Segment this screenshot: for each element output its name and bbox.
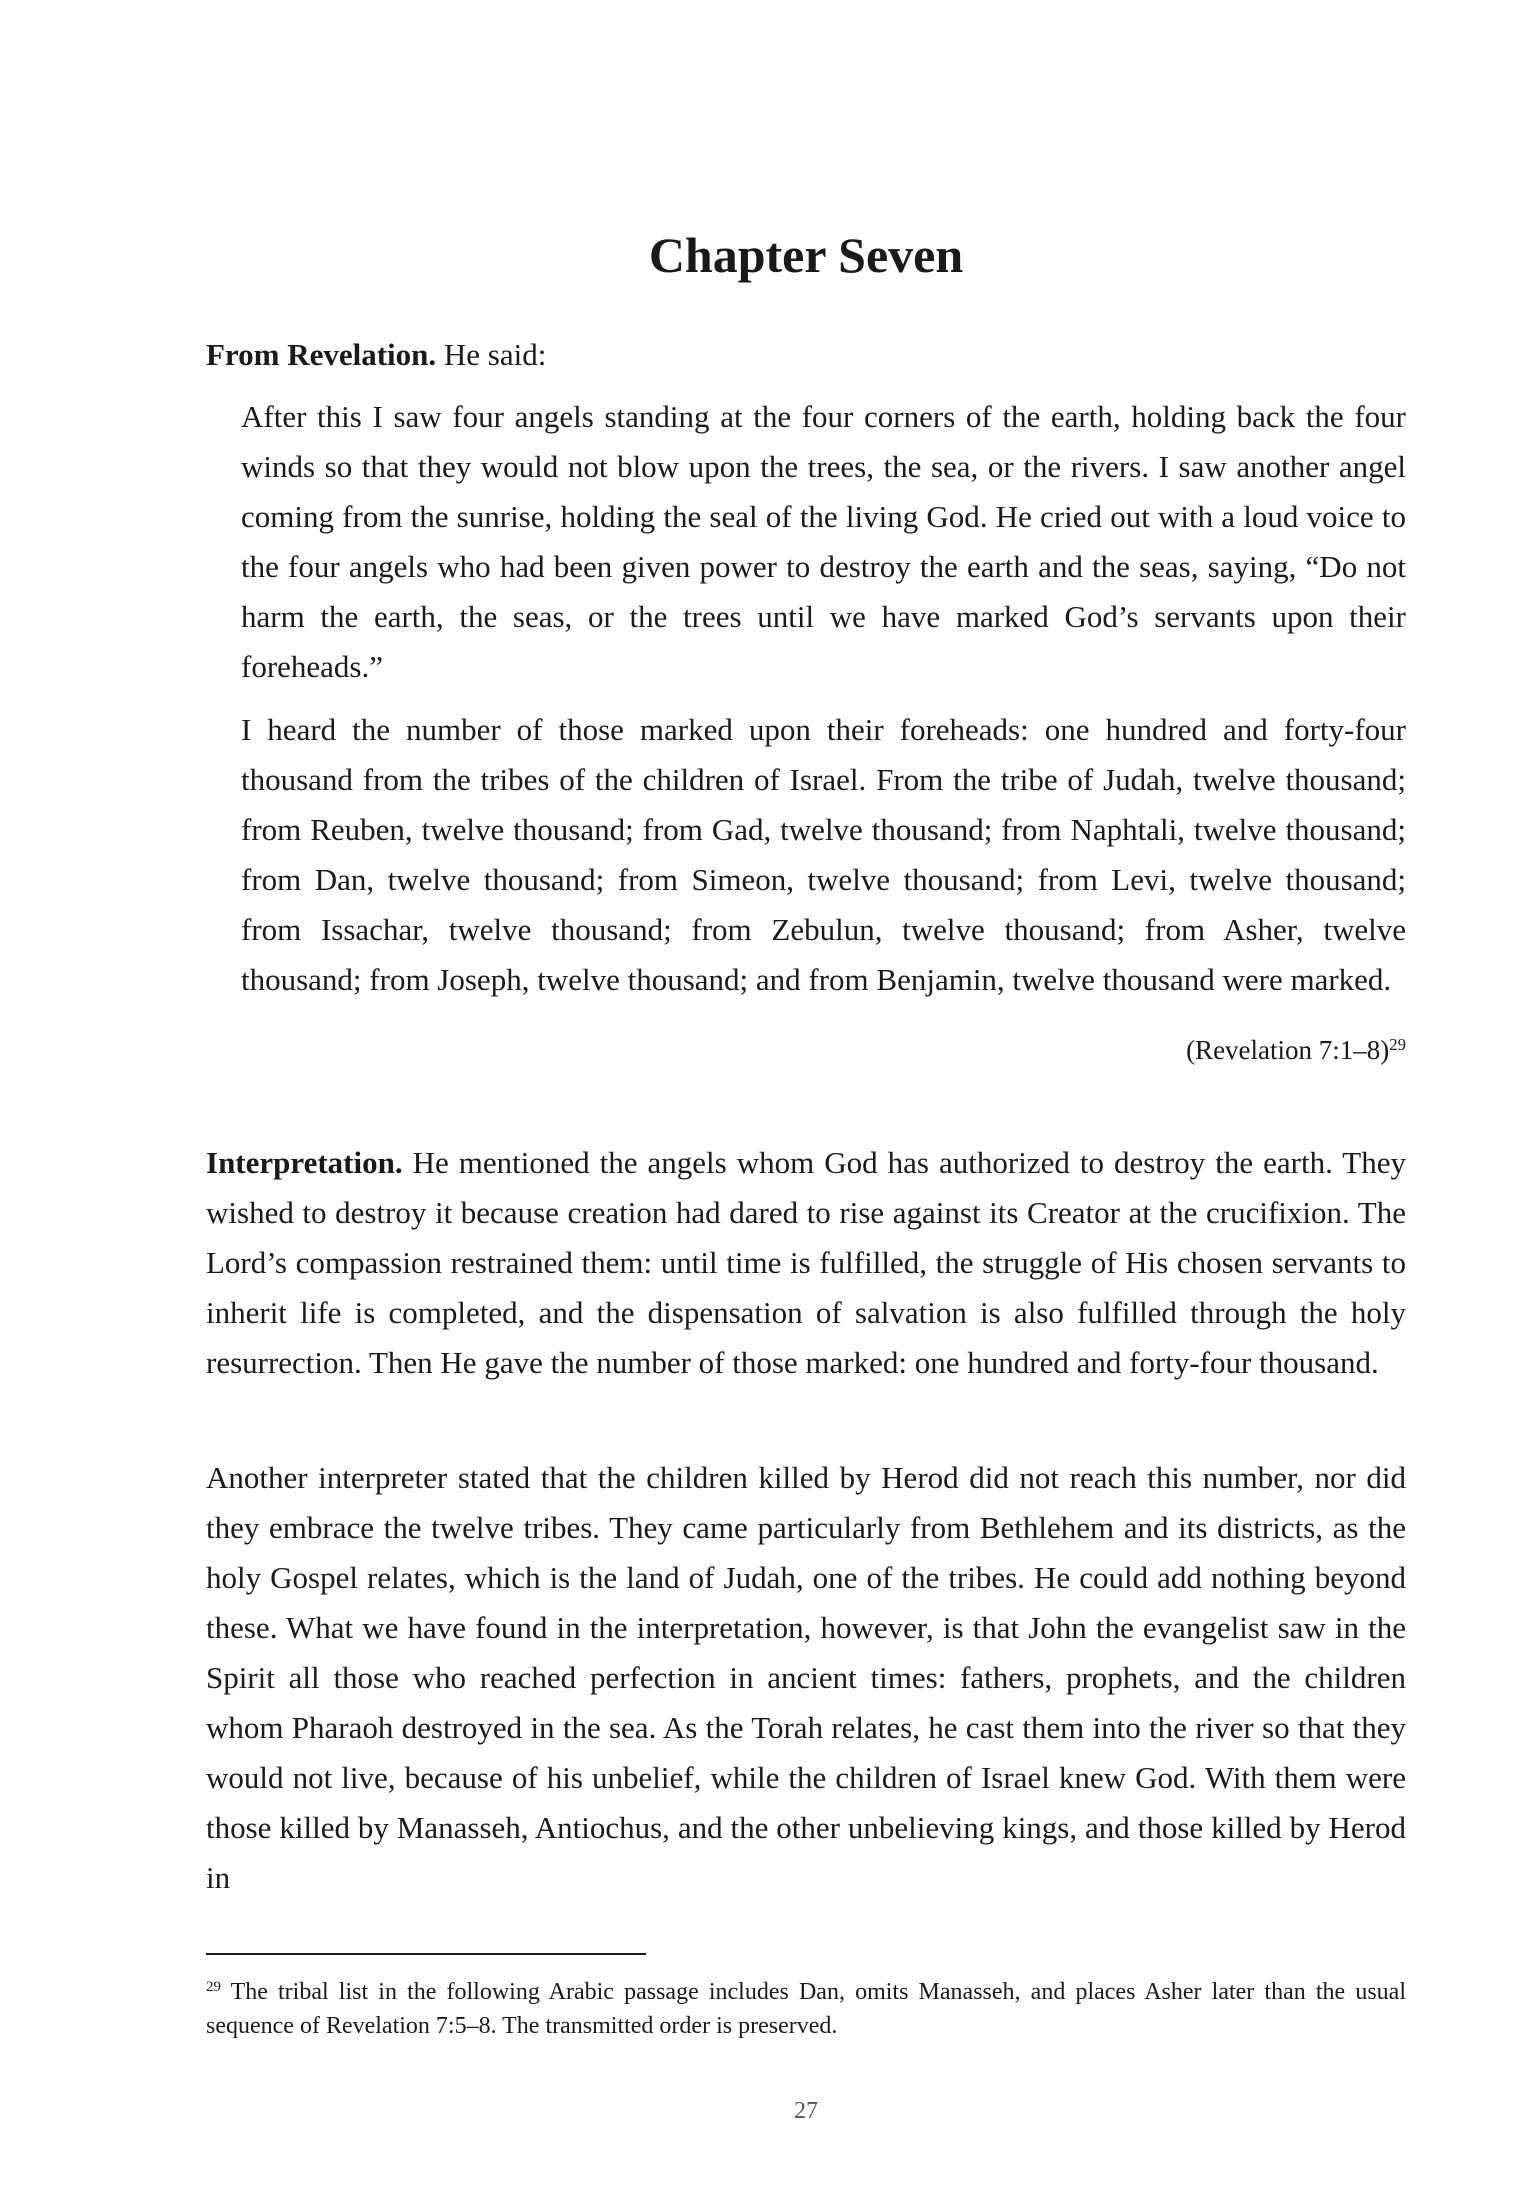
- page-number: 27: [794, 2098, 818, 2124]
- interpretation-text: He mentioned the angels whom God has authorized to destroy the earth. They wished to destroy it because creation had dared to rise against its Creator at the crucifixion. The Lord’s compassion restrained them: until time is fulfilled, the struggle of His chosen servants to inherit life is completed, and the dispensation of salvation is also fulfilled through the holy resurrection. Then He gave the number of those marked: one hundred and forty-four thousand.: [206, 1145, 1406, 1380]
- intro-lead: From Revelation.: [206, 337, 437, 372]
- footnote-text: The tribal list in the following Arabic passage includes Dan, omits Manasseh, and places Asher later than the usual sequence of Revelation 7:5–8. The transmitted order is preserved.: [206, 1979, 1406, 2039]
- citation: [1186, 1030, 1406, 1070]
- footnote-divider: [206, 1953, 646, 1955]
- intro-text: He said:: [436, 337, 547, 372]
- body-paragraph: Another interpreter stated that the children killed by Herod did not reach this number, nor did they embrace the twelve tribes. They came particularly from Bethlehem and its districts, as the holy Gospel relates, which is the land of Judah, one of the tribes. He could add nothing beyond these. What we have found in the interpretation, however, is that John the evangelist saw in the Spirit all those who reached perfection in ancient times: fathers, prophets, and the children whom Pharaoh destroyed in the sea. As the Torah relates, he cast them into the river so that they would not live, because of his unbelief, while the children of Israel knew God. With them were those killed by Manasseh, Antiochus, and the other unbelieving kings, and those killed by Herod in: [206, 1460, 1406, 1895]
- intro-paragraph: [206, 330, 1406, 380]
- interpretation-lead: Interpretation.: [206, 1145, 403, 1180]
- footnote-number: 29: [206, 1978, 221, 1995]
- interpretation-paragraph: [206, 1138, 1406, 1388]
- quote-paragraph-1: After this I saw four angels standing at the four corners of the earth, holding back the four winds so that they would not blow upon the trees, the sea, or the rivers. I saw another angel coming from the sunrise, holding the seal of the living God. He cried out with a loud voice to the four angels who had been given power to destroy the earth and the seas, saying, “Do not harm the earth, the seas, or the trees until we have marked God’s servants upon their foreheads.”: [241, 399, 1406, 684]
- footnote-reference: 29: [1389, 1034, 1406, 1054]
- quote-paragraph-2: I heard the number of those marked upon their foreheads: one hundred and forty-four thousand from the tribes of the children of Israel. From the tribe of Judah, twelve thousand; from Reuben, twelve thousand; from Gad, twelve thousand; from Naphtali, twelve thousand; from Dan, twelve thousand; from Simeon, twelve thousand; from Levi, twelve thousand; from Issachar, twelve thousand; from Zebulun, twelve thousand; from Asher, twelve thousand; from Joseph, twelve thousand; and from Benjamin, twelve thousand were marked.: [241, 712, 1406, 997]
- footnote: [206, 1975, 1406, 2043]
- citation-text: (Revelation 7:1–8): [1186, 1035, 1390, 1065]
- chapter-title: Chapter Seven: [648, 227, 964, 283]
- page: [206, 0, 1406, 2200]
